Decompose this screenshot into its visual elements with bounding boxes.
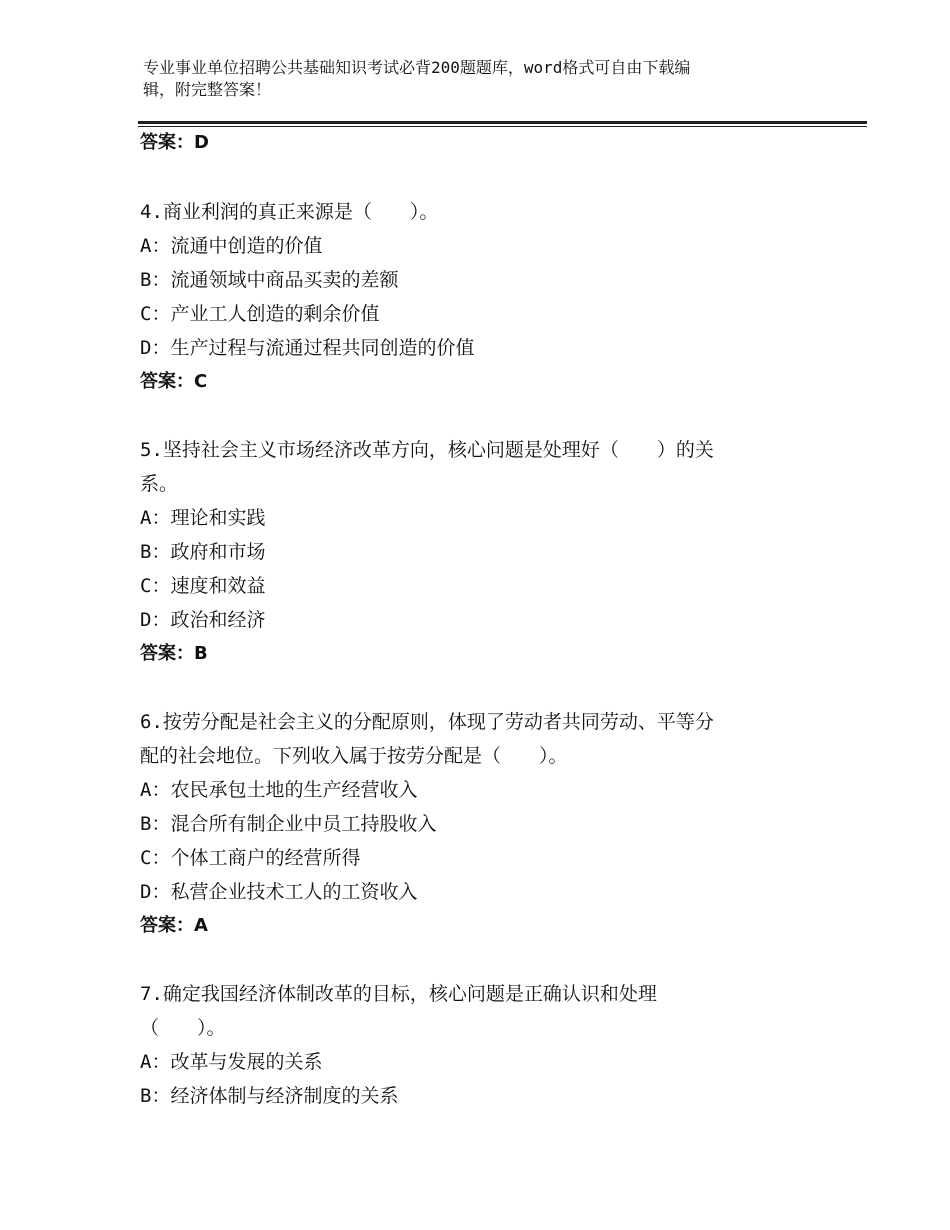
option-b: B：混合所有制企业中员工持股收入 (140, 812, 437, 835)
header-line-1: 专业事业单位招聘公共基础知识考试必背200题题库，word格式可自由下载编 (143, 58, 691, 77)
answer: 答案：C (140, 370, 208, 392)
spacer (140, 161, 800, 195)
question-stem-cont: 系。 (140, 472, 179, 495)
question-5 (140, 433, 800, 671)
option-c: C：产业工人创造的剩余价值 (140, 302, 380, 325)
spacer (140, 399, 800, 433)
spacer (140, 943, 800, 977)
spacer (140, 671, 800, 705)
question-4 (140, 195, 800, 399)
question-stem-cont: 配的社会地位。下列收入属于按劳分配是（ ）。 (140, 744, 568, 767)
header-line-2: 辑，附完整答案！ (143, 80, 272, 99)
option-b: B：经济体制与经济制度的关系 (140, 1084, 399, 1107)
question-stem: 4.商业利润的真正来源是（ ）。 (140, 200, 439, 223)
previous-answer: 答案：D (140, 132, 209, 153)
answer: 答案：A (140, 914, 208, 936)
option-d: D：政治和经济 (140, 608, 266, 631)
question-7 (140, 977, 800, 1113)
header-rule-thick (138, 121, 867, 124)
question-stem: 5.坚持社会主义市场经济改革方向，核心问题是处理好（ ）的关 (140, 438, 714, 461)
answer: 答案：B (140, 642, 208, 664)
option-b: B：政府和市场 (140, 540, 266, 563)
question-stem-cont: （ ）。 (140, 1016, 226, 1039)
option-d: D：私营企业技术工人的工资收入 (140, 880, 418, 903)
option-c: C：个体工商户的经营所得 (140, 846, 361, 869)
question-stem: 6.按劳分配是社会主义的分配原则，体现了劳动者共同劳动、平等分 (140, 710, 714, 733)
option-b: B：流通领域中商品买卖的差额 (140, 268, 399, 291)
option-a: A：理论和实践 (140, 506, 266, 529)
option-d: D：生产过程与流通过程共同创造的价值 (140, 336, 475, 359)
option-a: A：改革与发展的关系 (140, 1050, 323, 1073)
document-header (143, 57, 803, 101)
question-stem: 7.确定我国经济体制改革的目标，核心问题是正确认识和处理 (140, 982, 657, 1005)
option-a: A：流通中创造的价值 (140, 234, 323, 257)
question-list (140, 126, 800, 1113)
question-6 (140, 705, 800, 943)
option-a: A：农民承包土地的生产经营收入 (140, 778, 418, 801)
option-c: C：速度和效益 (140, 574, 266, 597)
